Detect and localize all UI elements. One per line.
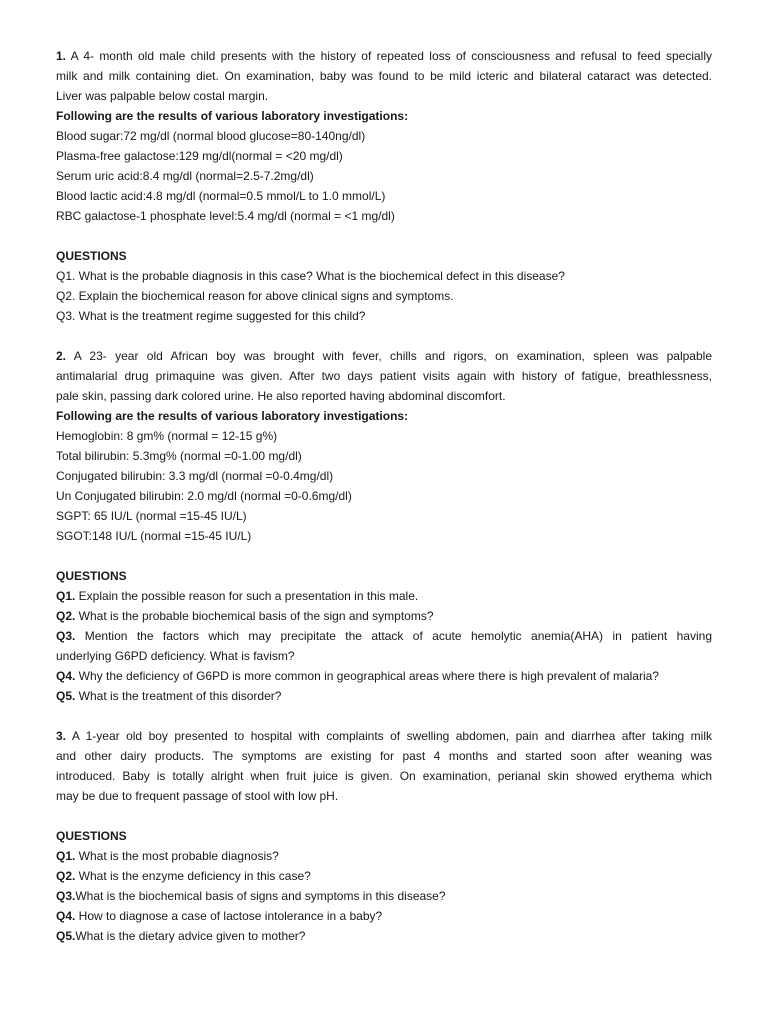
- case-number: 3.: [56, 729, 67, 743]
- questions-heading: QUESTIONS: [56, 249, 127, 263]
- question: Q4. Why the deficiency of G6PD is more common in geographical areas where there is high prevalent of malaria?: [56, 669, 659, 683]
- questions-heading: QUESTIONS: [56, 829, 127, 843]
- case-1-intro-line: Liver was palpable below costal margin.: [56, 89, 269, 103]
- lab-result: SGOT:148 IU/L (normal =15-45 IU/L): [56, 529, 252, 543]
- lab-result: Blood sugar:72 mg/dl (normal blood glucose=80-140ng/dl): [56, 129, 366, 143]
- case-2-intro-line: antimalarial drug primaquine was given. After two days patient visits again with history of fatigue, breathlessness,: [56, 369, 712, 383]
- questions-heading: QUESTIONS: [56, 569, 127, 583]
- lab-result: Un Conjugated bilirubin: 2.0 mg/dl (normal =0-0.6mg/dl): [56, 489, 352, 503]
- lab-result: Total bilirubin: 5.3mg% (normal =0-1.00 mg/dl): [56, 449, 302, 463]
- case-1: [56, 46, 712, 326]
- case-2: [56, 346, 712, 706]
- results-heading: Following are the results of various laboratory investigations:: [56, 409, 409, 423]
- case-3-intro-line: 3. A 1-year old boy presented to hospital with complaints of swelling abdomen, pain and diarrhea after taking milk: [56, 729, 712, 743]
- question: Q2. What is the enzyme deficiency in this case?: [56, 869, 311, 883]
- case-1-intro-line: 1. A 4- month old male child presents with the history of repeated loss of consciousness and refusal to feed specially: [56, 49, 712, 63]
- question: Q1. What is the most probable diagnosis?: [56, 849, 279, 863]
- question: Q1. Explain the possible reason for such a presentation in this male.: [56, 589, 419, 603]
- lab-result: RBC galactose-1 phosphate level:5.4 mg/dl (normal = <1 mg/dl): [56, 209, 395, 223]
- question-label: Q1.: [56, 589, 76, 603]
- question: Q5. What is the treatment of this disorder?: [56, 689, 282, 703]
- case-1-intro-line: milk and milk containing diet. On examination, baby was found to be mild icteric and bilateral cataract was detected.: [56, 69, 712, 83]
- case-2-intro-line: pale skin, passing dark colored urine. He also reported having abdominal discomfort.: [56, 389, 506, 403]
- question: Q1. What is the probable diagnosis in this case? What is the biochemical defect in this disease?: [56, 269, 565, 283]
- document-body: [56, 46, 712, 946]
- question: Q2. What is the probable biochemical basis of the sign and symptoms?: [56, 609, 434, 623]
- question-label: Q4.: [56, 909, 76, 923]
- question-continuation: underlying G6PD deficiency. What is favism?: [56, 649, 295, 663]
- lab-result: Plasma-free galactose:129 mg/dl(normal = <20 mg/dl): [56, 149, 343, 163]
- question: Q3.What is the biochemical basis of signs and symptoms in this disease?: [56, 889, 446, 903]
- question: Q5.What is the dietary advice given to mother?: [56, 929, 306, 943]
- question-label: Q4.: [56, 669, 76, 683]
- lab-result: Blood lactic acid:4.8 mg/dl (normal=0.5 mmol/L to 1.0 mmol/L): [56, 189, 386, 203]
- case-3-intro-line: introduced. Baby is totally alright when fruit juice is given. On examination, perianal skin showed erythema which: [56, 769, 712, 783]
- question-label: Q5.: [56, 929, 76, 943]
- question-label: Q3.: [56, 889, 76, 903]
- question: Q4. How to diagnose a case of lactose intolerance in a baby?: [56, 909, 383, 923]
- case-3-intro-line: and other dairy products. The symptoms are existing for past 4 months and started soon after weaning was: [56, 749, 712, 763]
- results-heading: Following are the results of various laboratory investigations:: [56, 109, 409, 123]
- lab-result: Conjugated bilirubin: 3.3 mg/dl (normal =0-0.4mg/dl): [56, 469, 334, 483]
- case-number: 1.: [56, 49, 67, 63]
- lab-result: SGPT: 65 IU/L (normal =15-45 IU/L): [56, 509, 247, 523]
- case-2-intro-line: 2. A 23- year old African boy was brought with fever, chills and rigors, on examination, spleen was palpable: [56, 349, 712, 363]
- question-label: Q1.: [56, 849, 76, 863]
- question: Q3. What is the treatment regime suggested for this child?: [56, 309, 366, 323]
- question-label: Q2.: [56, 869, 76, 883]
- question-label: Q3.: [56, 629, 76, 643]
- case-number: 2.: [56, 349, 67, 363]
- case-3: [56, 726, 712, 946]
- question: Q2. Explain the biochemical reason for above clinical signs and symptoms.: [56, 289, 454, 303]
- question: Q3. Mention the factors which may precipitate the attack of acute hemolytic anemia(AHA) in patient having: [56, 629, 712, 643]
- lab-result: Hemoglobin: 8 gm% (normal = 12-15 g%): [56, 429, 278, 443]
- case-3-intro-line: may be due to frequent passage of stool with low pH.: [56, 789, 339, 803]
- lab-result: Serum uric acid:8.4 mg/dl (normal=2.5-7.2mg/dl): [56, 169, 314, 183]
- question-label: Q5.: [56, 689, 76, 703]
- question-label: Q2.: [56, 609, 76, 623]
